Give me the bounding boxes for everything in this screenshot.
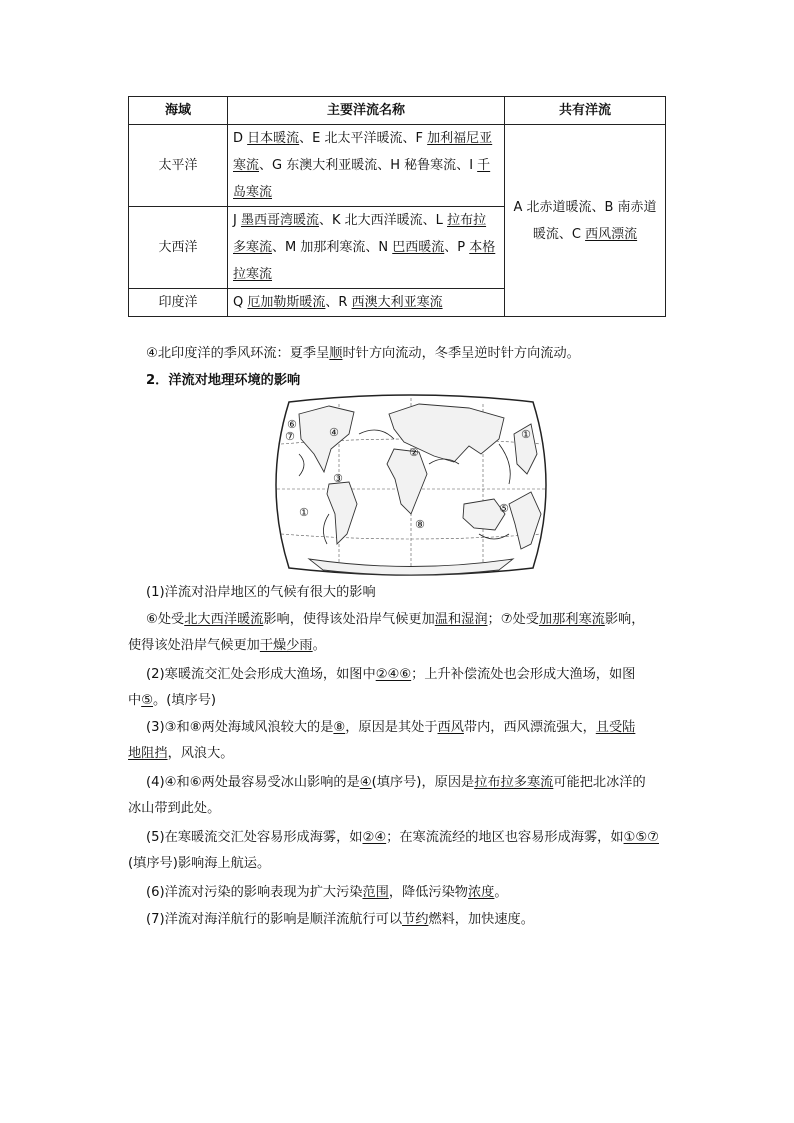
paragraph-3-cont: 中⑤。(填序号) [128, 693, 217, 708]
paragraph-6-cont: (填序号)影响海上航运。 [128, 856, 271, 871]
header-shared-currents: 共有洋流 [505, 97, 666, 125]
section-heading: 2．洋流对地理环境的影响 [146, 373, 301, 388]
paragraph-4-cont: 地阻挡，风浪大。 [128, 746, 234, 761]
map-marker-2: ② [409, 446, 419, 459]
ocean-pacific: 太平洋 [129, 125, 228, 207]
shared-currents-cell [505, 125, 666, 317]
shared-line-2: 暖流、C 西风漂流 [532, 226, 638, 242]
atlantic-currents: J 墨西哥湾暖流、K 北大西洋暖流、L 拉布拉多寒流、M 加那利寒流、N 巴西暖流、P 本格拉寒流 [228, 207, 505, 289]
world-ocean-currents-map [269, 394, 553, 576]
map-marker-8: ⑧ [415, 518, 425, 531]
paragraph-6: (5)在寒暖流交汇处容易形成海雾，如②④；在寒流流经的地区也容易形成海雾，如①⑤⑦ [146, 830, 659, 845]
map-marker-4: ④ [329, 426, 339, 439]
map-marker-1: ① [521, 428, 531, 441]
map-marker-1-west: ① [299, 506, 309, 519]
monsoon-current-line: ④北印度洋的季风环流：夏季呈顺时针方向流动，冬季呈逆时针方向流动。 [146, 346, 580, 361]
paragraph-1: (1)洋流对沿岸地区的气候有很大的影响 [146, 585, 376, 600]
map-marker-7: ⑦ [285, 430, 295, 443]
ocean-indian: 印度洋 [129, 289, 228, 317]
paragraph-2-cont: 使得该处沿岸气候更加干燥少雨。 [128, 638, 326, 653]
paragraph-5: (4)④和⑥两处最容易受冰山影响的是④(填序号)，原因是拉布拉多寒流可能把北冰洋的 [146, 775, 646, 790]
map-marker-3: ③ [333, 472, 343, 485]
pacific-currents: D 日本暖流、E 北太平洋暖流、F 加利福尼亚寒流、G 东澳大利亚暖流、H 秘鲁寒流、I 千岛寒流 [228, 125, 505, 207]
paragraph-5-cont: 冰山带到此处。 [128, 801, 221, 816]
header-main-currents: 主要洋流名称 [228, 97, 505, 125]
shared-line-1: A 北赤道暖流、B 南赤道 [513, 199, 657, 215]
paragraph-3: (2)寒暖流交汇处会形成大渔场，如图中②④⑥；上升补偿流处也会形成大渔场，如图 [146, 667, 636, 682]
indian-currents: Q 厄加勒斯暖流、R 西澳大利亚寒流 [228, 289, 505, 317]
paragraph-8: (7)洋流对海洋航行的影响是顺洋流航行可以节约燃料，加快速度。 [146, 912, 534, 927]
paragraph-2: ⑥处受北大西洋暖流影响，使得该处沿岸气候更加温和湿润；⑦处受加那利寒流影响， [146, 612, 645, 627]
map-marker-6: ⑥ [287, 418, 297, 431]
paragraph-4: (3)③和⑧两处海域风浪较大的是⑧，原因是其处于西风带内，西风漂流强大，且受陆 [146, 720, 636, 735]
ocean-atlantic: 大西洋 [129, 207, 228, 289]
paragraph-7: (6)洋流对污染的影响表现为扩大污染范围，降低污染物浓度。 [146, 885, 508, 900]
map-marker-5: ⑤ [499, 502, 509, 515]
header-sea-area: 海域 [129, 97, 228, 125]
ocean-currents-table [128, 96, 666, 317]
